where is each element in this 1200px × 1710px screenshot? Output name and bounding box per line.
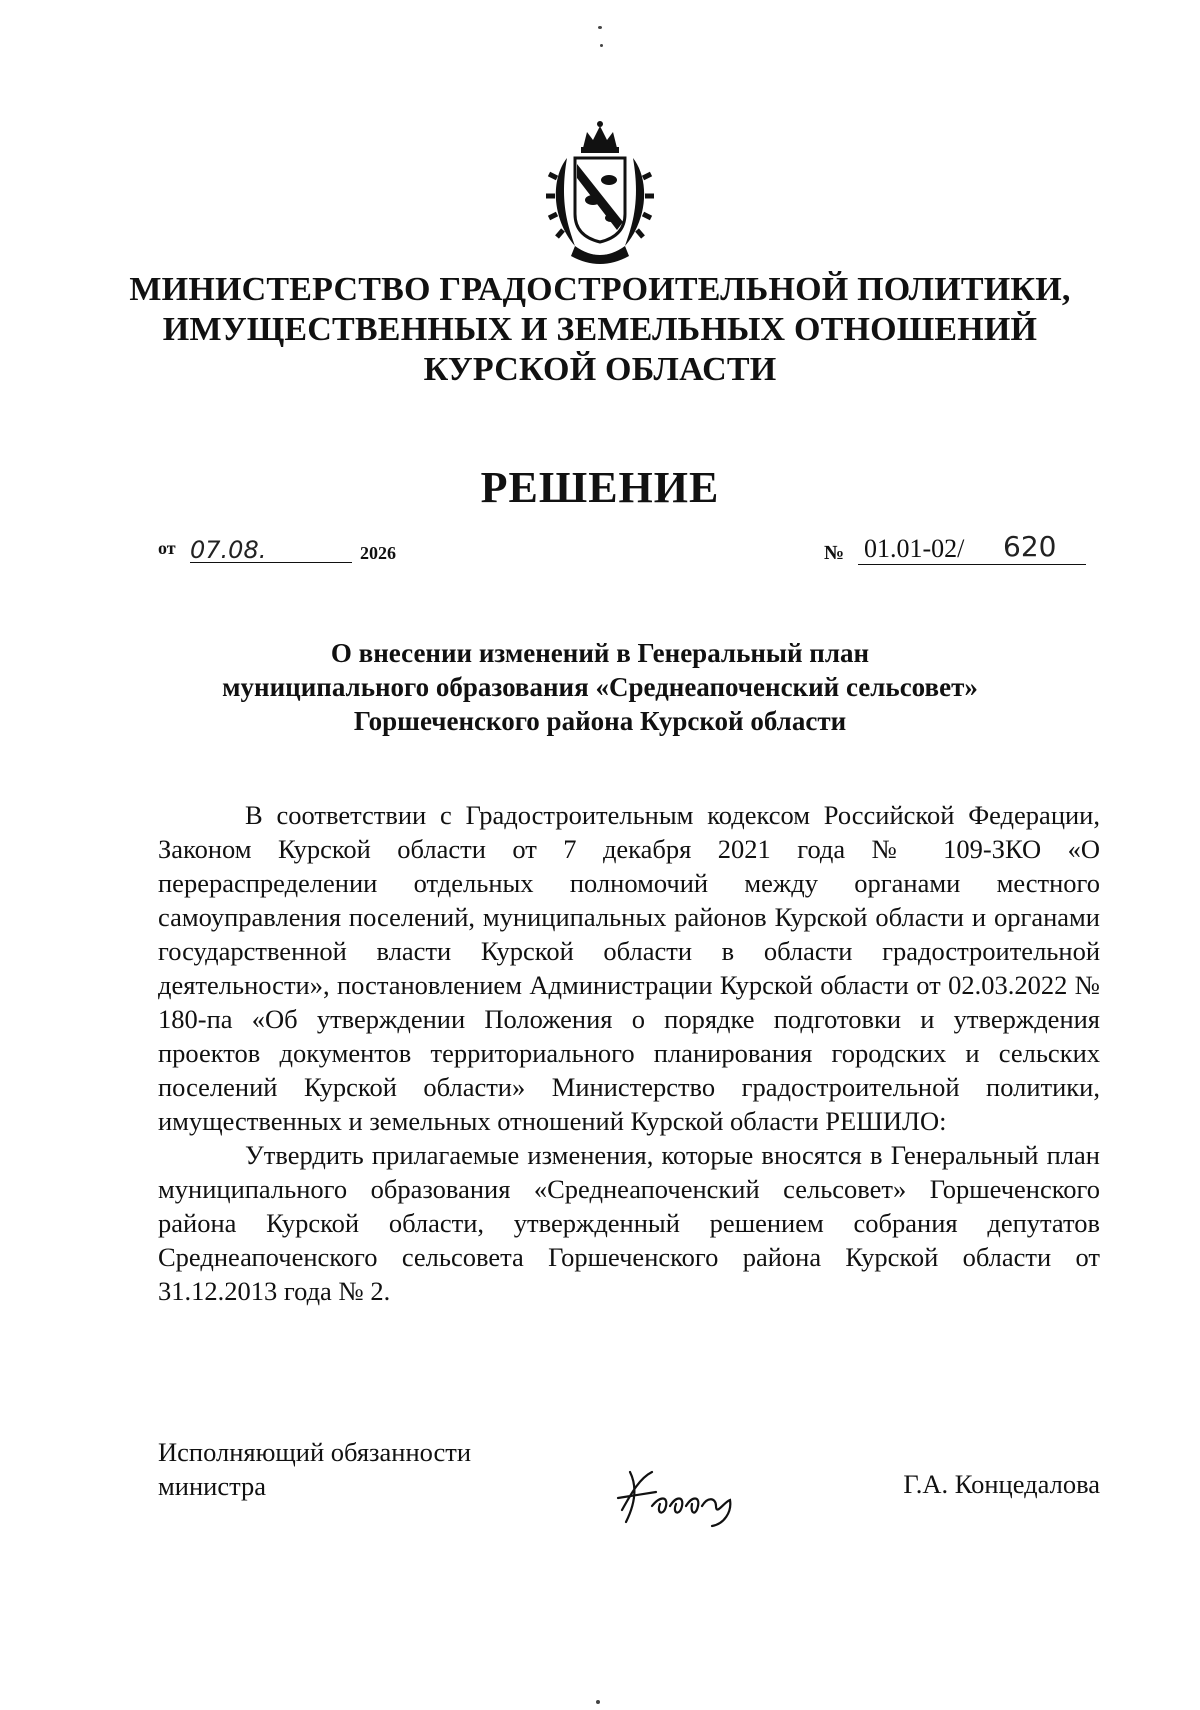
scan-speck [598, 26, 602, 29]
number-sign: № [824, 542, 845, 564]
document-number-prefix: 01.01-02/ [864, 534, 965, 563]
document-body [158, 798, 1100, 1308]
date-underline [190, 562, 352, 563]
handwritten-signature [612, 1462, 782, 1532]
handwritten-date: 07.08. [190, 536, 267, 564]
number-underline [858, 564, 1086, 565]
document-subject [120, 636, 1080, 738]
subject-line: О внесении изменений в Генеральный план [330, 638, 870, 668]
ministry-name [100, 270, 1100, 390]
document-type-title: РЕШЕНИЕ [480, 463, 720, 512]
signatory-title [158, 1435, 471, 1503]
signatory-title-line: Исполняющий обязанности [158, 1437, 472, 1467]
ministry-name-line: МИНИСТЕРСТВО ГРАДОСТРОИТЕЛЬНОЙ ПОЛИТИКИ, [129, 271, 1071, 308]
signatory-name: Г.А. Концедалова [903, 1469, 1100, 1499]
date-year: 2026 [360, 543, 396, 563]
signatory-title-line: министра [158, 1471, 266, 1501]
kursk-coat-of-arms-icon [545, 118, 655, 268]
ministry-name-line: ИМУЩЕСТВЕННЫХ И ЗЕМЕЛЬНЫХ ОТНОШЕНИЙ [162, 311, 1038, 348]
body-paragraph: В соответствии с Градостроительным кодексом Российской Федерации, Законом Курской области от 7 декабря 2021 года № 109-ЗКО «О перераспределении отдельных полномочий между органами местного самоуправления поселений, муниципальных районов Курской области и органами государственной власти Курской области в области градостроительной деятельности», постановлением Администрации Курской области от 02.03.2022 № 180-па «Об утверждении Положения о порядке подготовки и утверждения проектов документов территориального планирования городских и сельских поселений Курской области» Министерство градостроительной политики, имущественных и земельных отношений Курской области РЕШИЛО: [158, 800, 1100, 1136]
subject-line: муниципального образования «Среднеапоченский сельсовет» [222, 672, 978, 702]
ministry-name-line: КУРСКОЙ ОБЛАСТИ [423, 351, 777, 388]
date-prefix: от [158, 538, 176, 558]
handwritten-document-number: 620 [1003, 530, 1057, 563]
body-paragraph: Утвердить прилагаемые изменения, которые вносятся в Генеральный план муниципального образования «Среднеапоченский сельсовет» Горшеченского района Курской области, утвержденный решением собрания депутатов Среднеапоченского сельсовета Горшеченского района Курской области от 31.12.2013 года № 2. [158, 1140, 1100, 1306]
scan-speck [596, 1700, 600, 1704]
subject-line: Горшеченского района Курской области [353, 706, 847, 736]
scan-speck [600, 44, 603, 47]
